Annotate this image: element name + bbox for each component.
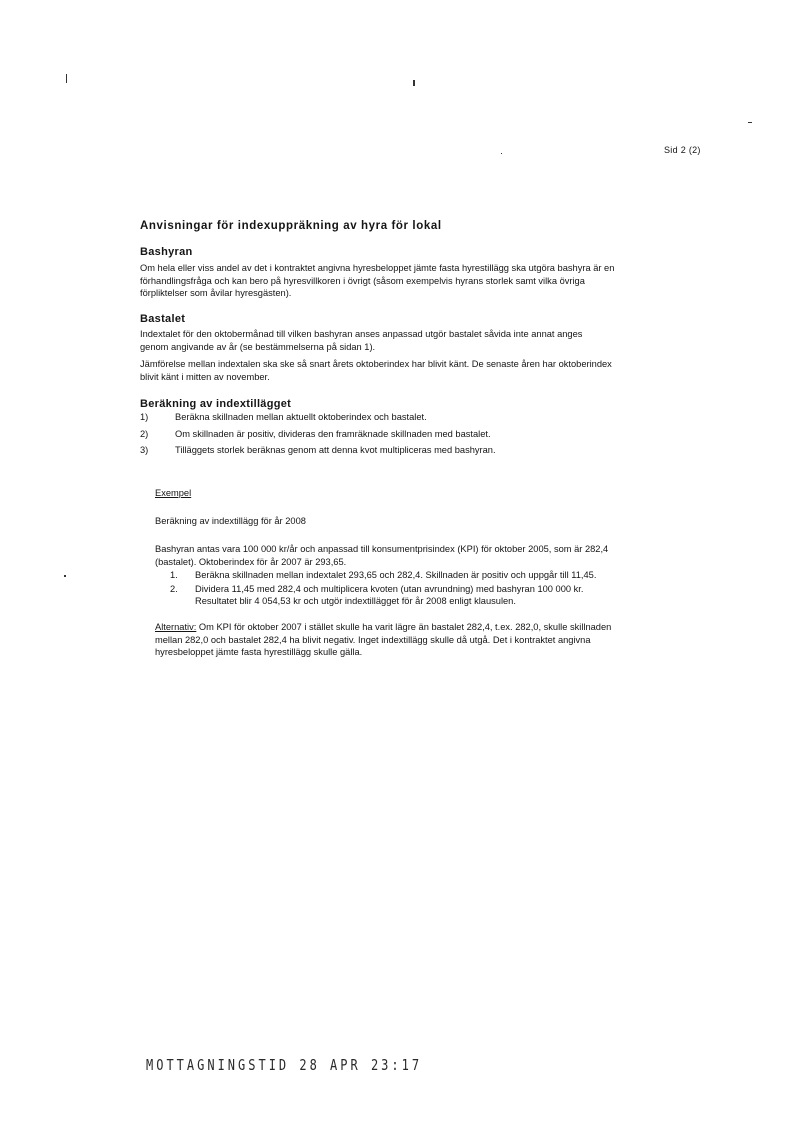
page-title: Anvisningar för indexuppräkning av hyra för lokal	[140, 220, 442, 232]
item-number: 2.	[170, 583, 178, 594]
text-line: Om hela eller viss andel av det i kontraktet angivna hyresbeloppet jämte fasta hyrestillägg ska utgöra bashyra är en	[140, 263, 615, 273]
step-text: Om skillnaden är positiv, divideras den framräknade skillnaden med bastalet.	[175, 428, 491, 439]
example-alternative	[155, 621, 611, 659]
section-heading-bastalet: Bastalet	[140, 313, 186, 325]
alternative-label: Alternativ:	[155, 622, 197, 632]
calculation-steps	[140, 411, 496, 457]
step-number: 3)	[140, 445, 149, 455]
text-line: förpliktelser som åvilar hyresgästen).	[140, 288, 292, 298]
text-line: Jämförelse mellan indextalen ska ske så snart årets oktoberindex har blivit känt. De senaste åren har oktoberindex	[140, 359, 612, 369]
section-heading-berakning: Beräkning av indextillägget	[140, 398, 292, 410]
section-heading-bashyran: Bashyran	[140, 246, 193, 258]
item-text: Beräkna skillnaden mellan indextalet 293,65 och 282,4. Skillnaden är positiv och uppgår till 11,45.	[195, 570, 597, 580]
text-line: (bastalet). Oktoberindex för år 2007 är 293,65.	[155, 556, 347, 567]
text-line: mellan 282,0 och bastalet 282,4 ha blivit negativ. Inget indextillägg skulle då utgå. Det i kontraktet angivna	[155, 634, 591, 645]
text-line: genom angivande av år (se bestämmelserna på sidan 1).	[140, 341, 376, 352]
example-item	[170, 569, 596, 582]
fax-received-stamp: MOTTAGNINGSTID 28 APR 23:17	[146, 1056, 423, 1074]
example-items	[170, 569, 596, 608]
scan-mark	[66, 74, 67, 83]
scan-mark	[413, 80, 415, 86]
calculation-step	[140, 411, 496, 424]
scan-mark	[64, 575, 66, 577]
text-line: blivit känt i mitten av november.	[140, 371, 270, 382]
calculation-step	[140, 444, 496, 457]
section-text-bashyran	[140, 262, 614, 300]
step-number: 2)	[140, 428, 149, 439]
step-text: Tilläggets storlek beräknas genom att denna kvot multipliceras med bashyran.	[175, 445, 496, 455]
section-text-bastalet	[140, 328, 612, 383]
item-number: 1.	[170, 570, 178, 580]
page-number: Sid 2 (2)	[664, 145, 701, 155]
text-line: Indextalet för den oktobermånad till vilken bashyran anses anpassad utgör bastalet såvida inte annat anges	[140, 329, 583, 339]
text-line: Bashyran antas vara 100 000 kr/år och anpassad till konsumentprisindex (KPI) för oktober 2005, som är 282,4	[155, 544, 609, 554]
example-subtitle: Beräkning av indextillägg för år 2008	[155, 516, 306, 526]
example-intro	[155, 543, 608, 568]
text-line	[155, 621, 611, 634]
alternative-text: Om KPI för oktober 2007 i stället skulle ha varit lägre än bastalet 282,4, t.ex. 282,0, skulle skillnaden	[196, 622, 612, 632]
text-line: hyresbeloppet jämte fasta hyrestillägg skulle gälla.	[155, 647, 363, 657]
example-item	[170, 583, 596, 596]
scan-mark	[748, 122, 752, 123]
scan-mark	[501, 153, 502, 154]
step-text: Beräkna skillnaden mellan aktuellt oktoberindex och bastalet.	[175, 412, 427, 422]
item-continuation: Resultatet blir 4 054,53 kr och utgör indextillägget för år 2008 enligt klausulen.	[195, 596, 516, 606]
calculation-step	[140, 428, 496, 441]
step-number: 1)	[140, 412, 149, 422]
item-text: Dividera 11,45 med 282,4 och multiplicera kvoten (utan avrundning) med bashyran 100 000 kr.	[195, 583, 584, 594]
example-label: Exempel	[155, 488, 192, 498]
text-line: förhandlingsfråga och kan bero på hyresvillkoren i övrigt (såsom exempelvis hyrans storlek samt vilka övriga	[140, 275, 585, 286]
